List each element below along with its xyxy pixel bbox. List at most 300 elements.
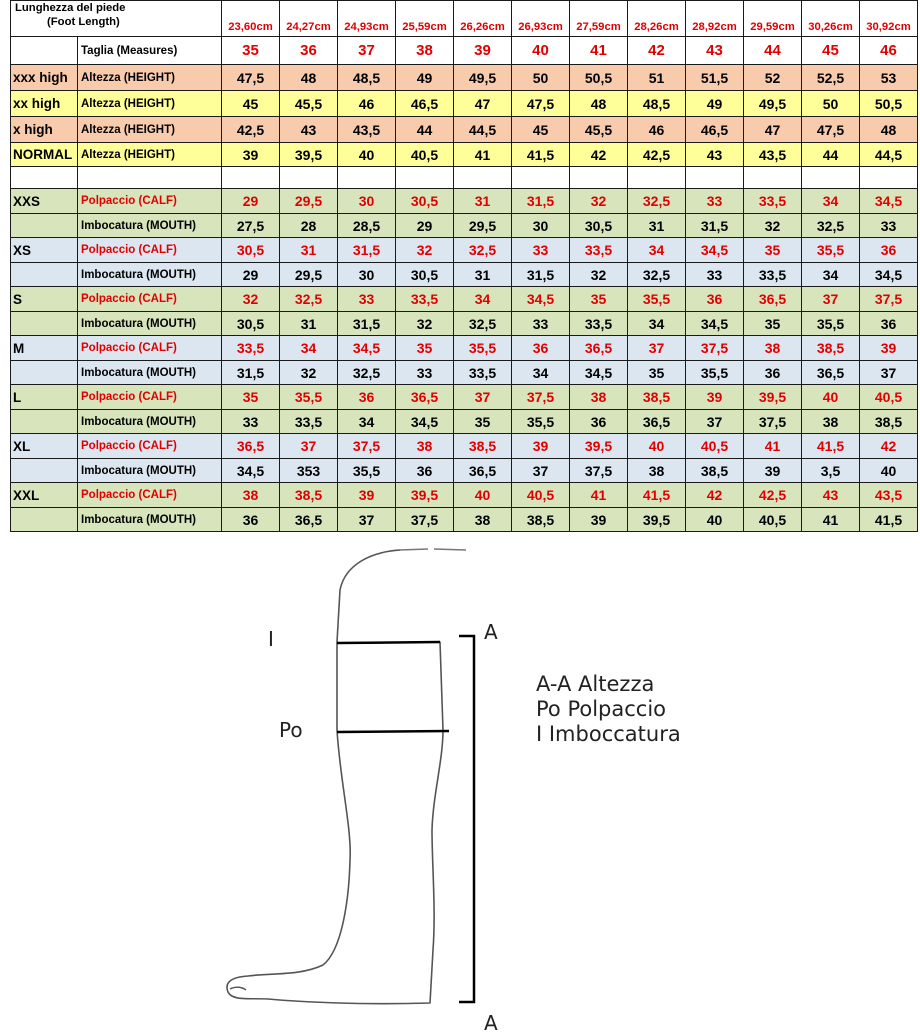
calf-value: 38,5 [628, 385, 686, 410]
mouth-value: 40 [686, 508, 744, 532]
calf-row [11, 483, 918, 508]
mouth-value: 39 [570, 508, 628, 532]
foot-length-cell: 28,26cm [628, 1, 686, 37]
calf-value: 36 [686, 287, 744, 312]
calf-value: 41,5 [802, 434, 860, 459]
calf-value: 34 [454, 287, 512, 312]
height-row [11, 117, 918, 143]
calf-value: 33,5 [744, 189, 802, 214]
mouth-value: 32 [280, 361, 338, 385]
calf-value: 37 [802, 287, 860, 312]
height-value: 44 [396, 117, 454, 143]
calf-value: 37 [628, 336, 686, 361]
calf-value: 33,5 [222, 336, 280, 361]
calf-value: 39 [512, 434, 570, 459]
mouth-label: Imbocatura (MOUTH) [78, 508, 222, 532]
mouth-value: 38,5 [512, 508, 570, 532]
mouth-value: 37,5 [396, 508, 454, 532]
calf-value: 39,5 [744, 385, 802, 410]
height-value: 41 [454, 143, 512, 167]
mouth-row [11, 214, 918, 238]
height-value: 47 [454, 91, 512, 117]
height-value: 49,5 [744, 91, 802, 117]
blank-cell [280, 167, 338, 189]
mouth-value: 37,5 [570, 459, 628, 483]
height-value: 43,5 [744, 143, 802, 167]
foot-length-cell: 24,27cm [280, 1, 338, 37]
mouth-value: 28,5 [338, 214, 396, 238]
calf-value: 30,5 [396, 189, 454, 214]
mouth-value: 36,5 [454, 459, 512, 483]
mouth-row [11, 263, 918, 287]
calf-value: 42 [686, 483, 744, 508]
calf-value: 32 [570, 189, 628, 214]
measures-label: Taglia (Measures) [78, 37, 222, 65]
foot-length-cell: 26,26cm [454, 1, 512, 37]
calf-value: 32,5 [454, 238, 512, 263]
mouth-row [11, 410, 918, 434]
height-value: 45,5 [280, 91, 338, 117]
mouth-value: 33,5 [744, 263, 802, 287]
blank-cell [222, 167, 280, 189]
height-class-label: xx high [11, 91, 78, 117]
mouth-label: Imbocatura (MOUTH) [78, 459, 222, 483]
label-a-bottom: A [484, 1011, 498, 1035]
blank-cell [11, 312, 78, 336]
label-a-top: A [484, 620, 498, 644]
calf-value: 38 [570, 385, 628, 410]
foot-length-cell: 30,92cm [860, 1, 918, 37]
calf-value: 36 [860, 238, 918, 263]
height-value: 40 [338, 143, 396, 167]
calf-value: 38,5 [454, 434, 512, 459]
height-value: 48 [860, 117, 918, 143]
mouth-value: 39,5 [628, 508, 686, 532]
calf-value: 32,5 [280, 287, 338, 312]
mouth-value: 35,5 [686, 361, 744, 385]
mouth-value: 40 [860, 459, 918, 483]
foot-length-cell: 23,60cm [222, 1, 280, 37]
height-value: 50 [512, 65, 570, 91]
mouth-value: 34,5 [570, 361, 628, 385]
height-value: 53 [860, 65, 918, 91]
calf-value: 33,5 [570, 238, 628, 263]
mouth-value: 35 [454, 410, 512, 434]
mouth-value: 30,5 [396, 263, 454, 287]
mouth-label: Imbocatura (MOUTH) [78, 410, 222, 434]
mouth-value: 30,5 [222, 312, 280, 336]
mouth-value: 33 [512, 312, 570, 336]
measure-size-cell: 44 [744, 37, 802, 65]
blank-cell [11, 263, 78, 287]
mouth-value: 32,5 [338, 361, 396, 385]
blank-cell [78, 167, 222, 189]
height-value: 51 [628, 65, 686, 91]
height-class-label: x high [11, 117, 78, 143]
size-chart-table [10, 0, 918, 532]
calf-value: 40,5 [686, 434, 744, 459]
mouth-value: 36 [860, 312, 918, 336]
mouth-value: 30 [512, 214, 570, 238]
height-value: 52 [744, 65, 802, 91]
calf-value: 34,5 [338, 336, 396, 361]
calf-value: 41 [570, 483, 628, 508]
mouth-value: 37 [860, 361, 918, 385]
height-value: 43,5 [338, 117, 396, 143]
calf-row [11, 287, 918, 312]
calf-row [11, 336, 918, 361]
calf-value: 36 [512, 336, 570, 361]
size-label: XS [11, 238, 78, 263]
mouth-value: 33 [396, 361, 454, 385]
calf-value: 32 [222, 287, 280, 312]
mouth-value: 34 [802, 263, 860, 287]
calf-value: 39,5 [570, 434, 628, 459]
blank-cell [11, 361, 78, 385]
mouth-value: 37 [338, 508, 396, 532]
mouth-value: 39 [744, 459, 802, 483]
calf-value: 29 [222, 189, 280, 214]
height-bracket [459, 636, 474, 1002]
mouth-value: 31 [454, 263, 512, 287]
calf-value: 32,5 [628, 189, 686, 214]
mouth-value: 36,5 [628, 410, 686, 434]
calf-value: 43,5 [860, 483, 918, 508]
mouth-row [11, 312, 918, 336]
calf-value: 35 [744, 238, 802, 263]
height-value: 50,5 [570, 65, 628, 91]
mouth-value: 35,5 [512, 410, 570, 434]
mouth-value: 35,5 [802, 312, 860, 336]
mouth-value: 34 [628, 312, 686, 336]
calf-row [11, 385, 918, 410]
mouth-value: 36,5 [280, 508, 338, 532]
height-label: Altezza (HEIGHT) [78, 143, 222, 167]
mouth-value: 29,5 [454, 214, 512, 238]
height-value: 42,5 [222, 117, 280, 143]
height-value: 47,5 [222, 65, 280, 91]
calf-label: Polpaccio (CALF) [78, 189, 222, 214]
height-class-label: xxx high [11, 65, 78, 91]
blank-cell [11, 410, 78, 434]
mouth-value: 32,5 [802, 214, 860, 238]
mouth-value: 34,5 [686, 312, 744, 336]
mouth-value: 38 [454, 508, 512, 532]
blank-cell [11, 37, 78, 65]
mouth-value: 41,5 [860, 508, 918, 532]
calf-value: 40 [802, 385, 860, 410]
calf-value: 41 [744, 434, 802, 459]
height-value: 44 [802, 143, 860, 167]
mouth-value: 33,5 [454, 361, 512, 385]
blank-cell [396, 167, 454, 189]
calf-value: 38,5 [280, 483, 338, 508]
mouth-value: 30 [338, 263, 396, 287]
calf-value: 41,5 [628, 483, 686, 508]
mouth-value: 33,5 [570, 312, 628, 336]
mouth-value: 33 [860, 214, 918, 238]
height-value: 47,5 [802, 117, 860, 143]
blank-cell [454, 167, 512, 189]
mouth-value: 37 [512, 459, 570, 483]
height-value: 39 [222, 143, 280, 167]
calf-value: 40,5 [512, 483, 570, 508]
height-value: 48,5 [338, 65, 396, 91]
calf-label: Polpaccio (CALF) [78, 336, 222, 361]
calf-value: 34 [802, 189, 860, 214]
mouth-value: 353 [280, 459, 338, 483]
mouth-value: 31 [280, 312, 338, 336]
calf-value: 33 [512, 238, 570, 263]
height-label: Altezza (HEIGHT) [78, 91, 222, 117]
calf-value: 35 [222, 385, 280, 410]
mouth-value: 35 [628, 361, 686, 385]
foot-length-header [11, 1, 222, 37]
foot-length-cell: 26,93cm [512, 1, 570, 37]
calf-value: 42,5 [744, 483, 802, 508]
calf-value: 34,5 [512, 287, 570, 312]
boot-diagram [0, 530, 920, 1036]
calf-value: 31 [280, 238, 338, 263]
height-class-label: NORMAL [11, 143, 78, 167]
mouth-row [11, 361, 918, 385]
height-label: Altezza (HEIGHT) [78, 65, 222, 91]
height-value: 43 [280, 117, 338, 143]
mouth-measure-line [337, 642, 440, 643]
calf-value: 37,5 [338, 434, 396, 459]
blank-cell [686, 167, 744, 189]
height-value: 42 [570, 143, 628, 167]
mouth-value: 31,5 [686, 214, 744, 238]
height-value: 49,5 [454, 65, 512, 91]
calf-label: Polpaccio (CALF) [78, 434, 222, 459]
mouth-value: 32 [570, 263, 628, 287]
boot-outline [227, 550, 443, 1004]
calf-value: 34 [280, 336, 338, 361]
calf-label: Polpaccio (CALF) [78, 483, 222, 508]
height-value: 50,5 [860, 91, 918, 117]
calf-value: 34,5 [860, 189, 918, 214]
calf-value: 31 [454, 189, 512, 214]
label-calf-po: Po [279, 718, 303, 742]
mouth-value: 35 [744, 312, 802, 336]
foot-length-cell: 25,59cm [396, 1, 454, 37]
mouth-value: 37,5 [744, 410, 802, 434]
calf-value: 38 [396, 434, 454, 459]
measure-size-cell: 43 [686, 37, 744, 65]
mouth-value: 3,5 [802, 459, 860, 483]
mouth-value: 30,5 [570, 214, 628, 238]
size-label: M [11, 336, 78, 361]
height-value: 45 [222, 91, 280, 117]
mouth-value: 36 [222, 508, 280, 532]
height-value: 44,5 [860, 143, 918, 167]
calf-value: 30 [338, 189, 396, 214]
size-label: S [11, 287, 78, 312]
height-value: 44,5 [454, 117, 512, 143]
calf-value: 40 [454, 483, 512, 508]
foot-length-cell: 24,93cm [338, 1, 396, 37]
mouth-value: 32,5 [628, 263, 686, 287]
foot-length-row [11, 1, 918, 37]
height-row [11, 143, 918, 167]
foot-length-cell: 29,59cm [744, 1, 802, 37]
calf-value: 37 [454, 385, 512, 410]
calf-value: 38 [744, 336, 802, 361]
height-value: 50 [802, 91, 860, 117]
calf-value: 33 [686, 189, 744, 214]
height-value: 48 [280, 65, 338, 91]
mouth-label: Imbocatura (MOUTH) [78, 361, 222, 385]
mouth-value: 34,5 [860, 263, 918, 287]
measure-size-cell: 41 [570, 37, 628, 65]
mouth-value: 28 [280, 214, 338, 238]
calf-value: 42 [860, 434, 918, 459]
mouth-value: 32 [744, 214, 802, 238]
mouth-value: 29,5 [280, 263, 338, 287]
calf-value: 29,5 [280, 189, 338, 214]
measures-row [11, 37, 918, 65]
height-row [11, 65, 918, 91]
size-label: XXS [11, 189, 78, 214]
mouth-row [11, 508, 918, 532]
blank-cell [570, 167, 628, 189]
legend-height: A-A Altezza [536, 672, 655, 696]
blank-cell [11, 508, 78, 532]
height-value: 46 [628, 117, 686, 143]
height-value: 45,5 [570, 117, 628, 143]
measure-size-cell: 42 [628, 37, 686, 65]
mouth-value: 34 [338, 410, 396, 434]
calf-value: 36,5 [570, 336, 628, 361]
mouth-value: 38,5 [686, 459, 744, 483]
calf-value: 39 [686, 385, 744, 410]
mouth-value: 41 [802, 508, 860, 532]
calf-value: 31,5 [512, 189, 570, 214]
mouth-value: 31,5 [338, 312, 396, 336]
height-value: 47 [744, 117, 802, 143]
boot-toe-detail [230, 987, 246, 990]
calf-value: 37,5 [860, 287, 918, 312]
mouth-label: Imbocatura (MOUTH) [78, 214, 222, 238]
calf-row [11, 238, 918, 263]
measure-size-cell: 35 [222, 37, 280, 65]
height-value: 46,5 [396, 91, 454, 117]
blank-cell [11, 214, 78, 238]
mouth-value: 33 [686, 263, 744, 287]
mouth-value: 33,5 [280, 410, 338, 434]
mouth-value: 38 [802, 410, 860, 434]
height-value: 45 [512, 117, 570, 143]
blank-cell [860, 167, 918, 189]
mouth-value: 34,5 [222, 459, 280, 483]
calf-value: 35 [396, 336, 454, 361]
height-row [11, 91, 918, 117]
mouth-value: 33 [222, 410, 280, 434]
measure-size-cell: 36 [280, 37, 338, 65]
calf-row [11, 189, 918, 214]
calf-label: Polpaccio (CALF) [78, 287, 222, 312]
calf-value: 36 [338, 385, 396, 410]
legend-calf: Po Polpaccio [536, 697, 667, 721]
calf-value: 40 [628, 434, 686, 459]
foot-length-cell: 30,26cm [802, 1, 860, 37]
calf-value: 43 [802, 483, 860, 508]
calf-row [11, 434, 918, 459]
mouth-value: 36 [570, 410, 628, 434]
height-value: 42,5 [628, 143, 686, 167]
foot-length-subtitle: (Foot Length) [47, 16, 120, 28]
calf-value: 31,5 [338, 238, 396, 263]
mouth-value: 38,5 [860, 410, 918, 434]
height-value: 52,5 [802, 65, 860, 91]
mouth-value: 34,5 [396, 410, 454, 434]
calf-value: 39 [338, 483, 396, 508]
mouth-value: 27,5 [222, 214, 280, 238]
measure-size-cell: 40 [512, 37, 570, 65]
calf-value: 38,5 [802, 336, 860, 361]
calf-value: 34,5 [686, 238, 744, 263]
blank-cell [744, 167, 802, 189]
measure-size-cell: 45 [802, 37, 860, 65]
boot-top-edge [400, 549, 466, 550]
blank-cell [11, 459, 78, 483]
height-value: 51,5 [686, 65, 744, 91]
mouth-value: 40,5 [744, 508, 802, 532]
mouth-value: 36 [744, 361, 802, 385]
calf-value: 35,5 [280, 385, 338, 410]
calf-label: Polpaccio (CALF) [78, 385, 222, 410]
height-value: 46 [338, 91, 396, 117]
foot-length-cell: 27,59cm [570, 1, 628, 37]
legend-mouth: I Imboccatura [536, 722, 681, 746]
calf-value: 35,5 [628, 287, 686, 312]
calf-value: 30,5 [222, 238, 280, 263]
calf-value: 38 [222, 483, 280, 508]
calf-value: 35,5 [454, 336, 512, 361]
height-value: 48 [570, 91, 628, 117]
mouth-label: Imbocatura (MOUTH) [78, 263, 222, 287]
foot-length-title: Lunghezza del piede [15, 2, 126, 14]
height-value: 39,5 [280, 143, 338, 167]
mouth-value: 36 [396, 459, 454, 483]
size-label: XXL [11, 483, 78, 508]
measure-size-cell: 46 [860, 37, 918, 65]
calf-value: 37,5 [686, 336, 744, 361]
calf-value: 37 [280, 434, 338, 459]
size-label: XL [11, 434, 78, 459]
height-value: 48,5 [628, 91, 686, 117]
height-value: 47,5 [512, 91, 570, 117]
mouth-value: 34 [512, 361, 570, 385]
calf-label: Polpaccio (CALF) [78, 238, 222, 263]
mouth-value: 32,5 [454, 312, 512, 336]
mouth-value: 31,5 [512, 263, 570, 287]
height-value: 46,5 [686, 117, 744, 143]
calf-value: 32 [396, 238, 454, 263]
height-label: Altezza (HEIGHT) [78, 117, 222, 143]
measure-size-cell: 39 [454, 37, 512, 65]
blank-cell [512, 167, 570, 189]
height-value: 49 [686, 91, 744, 117]
mouth-value: 36,5 [802, 361, 860, 385]
height-value: 43 [686, 143, 744, 167]
spacer-row [11, 167, 918, 189]
height-value: 49 [396, 65, 454, 91]
size-label: L [11, 385, 78, 410]
foot-length-cell: 28,92cm [686, 1, 744, 37]
mouth-value: 29 [222, 263, 280, 287]
